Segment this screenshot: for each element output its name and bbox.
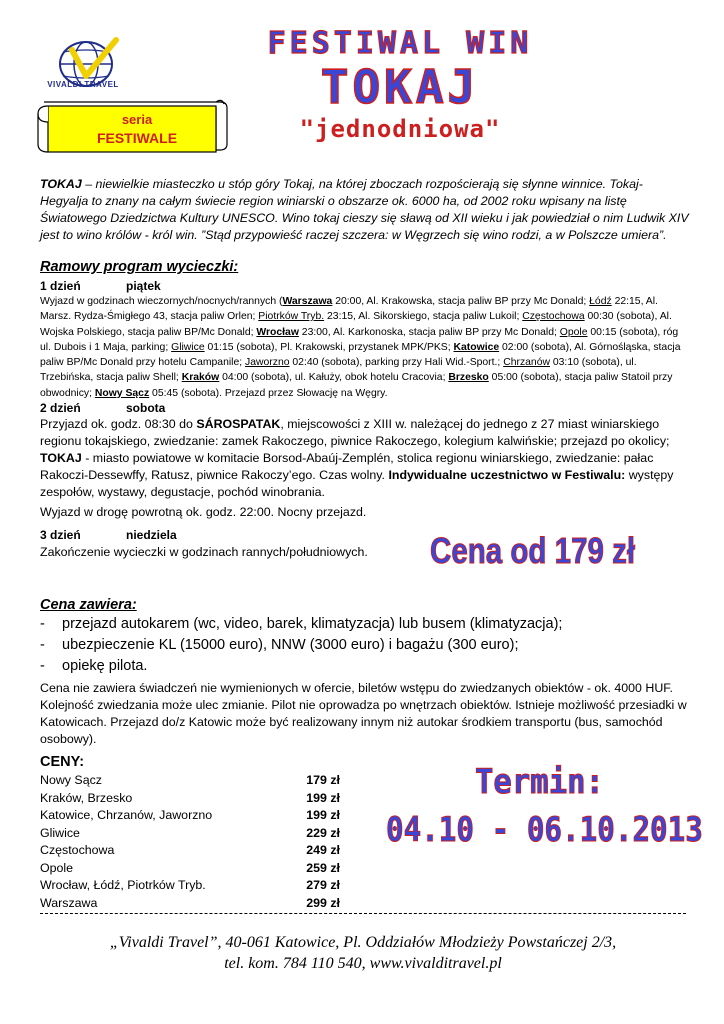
day2-name: sobota [126, 401, 166, 415]
day2-label: 2 dzień [40, 401, 81, 415]
include-pilot: opiekę pilota. [62, 658, 148, 674]
title-tokaj: TOKAJ [320, 60, 480, 114]
includes-heading: Cena zawiera: [40, 597, 137, 613]
price-value: 229 zł [306, 825, 340, 840]
day1-text-part: 02:00 (sobota), Al. Górnośląska, stacja paliw BP/Mc Donald przy hotelu Campanile; [40, 341, 681, 369]
list-item: - opiekę pilota. [40, 656, 660, 677]
footer-address: „Vivaldi Travel”, 40-061 Katowice, Pl. Oddziałów Młodzieży Powstańczej 2/3, [109, 934, 617, 951]
logo-wordmark: VIVALDI TRAVEL [47, 80, 119, 89]
city-chrzanow: Chrzanów [503, 357, 550, 369]
price-value: 249 zł [306, 843, 340, 857]
price-city: Nowy Sącz [40, 773, 102, 787]
day3-text: Zakończenie wycieczki w godzinach rannych/południowych. [40, 545, 368, 559]
price-value: 179 zł [306, 773, 340, 787]
place-sarospatak: SÁROSPATAK [196, 417, 281, 431]
day2-return: Wyjazd w drogę powrotną ok. godz. 22:00. Nocny przejazd. [40, 505, 367, 519]
price-city: Warszawa [40, 895, 98, 910]
title-jednodniowa: "jednodniowa" [299, 115, 501, 143]
day3-label: 3 dzień [40, 528, 81, 542]
exclusions-note: Cena nie zawiera świadczeń nie wymienionych w ofercie, biletów wstępu do zwiedzanych obiektów - ok. 4000 HUF. Kolejność zwiedzania może ulec zmianie. Pilot nie oprowadza po wnętrzach obiektów. Istnieje możliwość przesiadki w Katowicach. Przejazd do/z Katowic może być realizowany innym niż autokar środkiem transportu (bus, samochód osobowy). [40, 681, 687, 746]
price-city: Kraków, Brzesko [40, 790, 133, 805]
city-gliwice: Gliwice [171, 341, 205, 353]
termin-label: Termin: [475, 762, 604, 802]
includes-list [40, 614, 660, 677]
city-czestochowa: Częstochowa [522, 311, 585, 323]
day1-text-part: 22:15, Al. Marsz. Rydza-Śmigłego 43, stacja paliw Orlen; [40, 296, 658, 323]
day2-heading [40, 401, 166, 415]
price-city: Częstochowa [40, 843, 115, 857]
city-nowy-sacz: Nowy Sącz [94, 387, 150, 399]
day1-text-part: 05:00 (sobota), stacja paliw Statoil przy obwodnicy; [40, 372, 673, 399]
city-opole: Opole [559, 326, 588, 338]
day1-text-part: 02:40 (sobota), parking przy Hali Wid.-Sport.; [289, 357, 504, 369]
series-scroll-banner [30, 96, 230, 160]
day1-text-part: 23:00, Al. Karkonoska, stacja paliw BP przy Mc Donald; [298, 326, 560, 338]
day1-text-part: Wyjazd w godzinach wieczornych/nocnych/rannych ( [40, 296, 283, 307]
festival-participation: Indywidualne uczestnictwo w Festiwalu: [388, 468, 626, 482]
prices-heading: CENY: [40, 754, 85, 770]
include-insurance: ubezpieczenie KL (15000 euro), NNW (3000 euro) i bagażu (300 euro); [62, 637, 519, 653]
day1-text [40, 294, 690, 401]
price-row [40, 842, 340, 860]
day2-text [40, 416, 690, 501]
day1-text-part: 20:00, Al. Krakowska, stacja paliw BP przy Mc Donald; [332, 296, 590, 307]
price-row [40, 807, 340, 825]
day1-text-part: 00:30 (sobota), Al. Wojska Polskiego, stacja paliw BP/Mc Donald; [40, 311, 672, 338]
day1-text-part: 03:10 (sobota), ul. Trzebińska, stacja paliw Shell; [40, 357, 637, 384]
day1-heading [40, 279, 161, 293]
place-tokaj: TOKAJ [40, 451, 82, 465]
city-warszawa: Warszawa [282, 296, 333, 307]
day1-name: piątek [126, 279, 161, 293]
day1-text-part: 23:15, Al. Sikorskiego, stacja paliw Lukoil; [324, 311, 523, 323]
termin-dates: 04.10 - 06.10.2013 [386, 810, 703, 850]
price-row [40, 772, 340, 790]
city-brzesko: Brzesko [448, 372, 489, 384]
price-value: 259 zł [306, 860, 340, 875]
price-city: Gliwice [40, 825, 80, 840]
city-jaworzno: Jaworzno [245, 357, 290, 369]
day1-text-part: 04:00 (sobota), ul. Kałuży, obok hotelu Cracovia; [219, 372, 449, 384]
include-transport: przejazd autokarem (wc, video, barek, klimatyzacja) lub busem (klimatyzacja); [62, 616, 563, 632]
day2-text-part: , miejscowości z XIII w. należącej do jednego z 27 miast winiarskiego regionu tokajskiego, zwiedzanie: zamek Rakoczego, piwnice Rakoczego, kolegium kalwińskie; przejazd po okolicy; [40, 417, 670, 448]
day1-text-part: 00:15 (sobota), róg ul. Dubois i 1 Maja, parking; [40, 326, 679, 353]
footer-divider [40, 913, 686, 914]
price-value: 299 zł [306, 895, 340, 910]
series-label: seria [121, 112, 153, 127]
day1-text-part: 05:45 (sobota). Przejazd przez Słowację na Węgry. [149, 387, 388, 399]
day3-name: niedziela [126, 528, 177, 542]
day3-heading [40, 528, 177, 542]
price-value: 199 zł [306, 790, 340, 805]
price-city: Opole [40, 860, 74, 875]
intro-text: – niewielkie miasteczko u stóp góry Tokaj, na której zboczach rozpościerają się słynne winnice. Tokaj-Hegyalja to znany na całym świecie region winiarski o obszarze ok. 6000 ha, od 2002 roku wpisany na listę Światowego Dziedzictwa Kultury UNESCO. Wino tokaj cieszy się sławą od XII wieku i jak powiedział o nim Ludwik XIV jest to wino królów - król win. ”Stąd przypowieść raczej szczera: w Węgrzech się wino rodzi, a w Polszcze umiera”. [40, 177, 689, 242]
price-row [40, 895, 340, 913]
price-row [40, 860, 340, 878]
intro-paragraph [40, 176, 690, 244]
price-city: Katowice, Chrzanów, Jaworzno [40, 808, 213, 822]
day2-text-part: Przyjazd ok. godz. 08:30 do [40, 417, 197, 431]
city-katowice: Katowice [453, 341, 500, 353]
price-city: Wrocław, Łódź, Piotrków Tryb. [40, 878, 206, 892]
city-lodz: Łódź [589, 296, 612, 307]
city-krakow: Kraków [181, 372, 220, 384]
price-row [40, 790, 340, 808]
price-value: 279 zł [306, 878, 340, 892]
intro-lead: TOKAJ [40, 177, 82, 191]
price-banner: Cena od 179 zł [430, 530, 636, 571]
program-heading: Ramowy program wycieczki: [40, 259, 239, 275]
price-value: 199 zł [306, 808, 340, 822]
footer-contact: tel. kom. 784 110 540, www.vivalditravel.pl [224, 955, 502, 972]
city-piotrkow: Piotrków Tryb. [258, 311, 325, 323]
series-name: FESTIWALE [96, 130, 178, 146]
list-item: - przejazd autokarem (wc, video, barek, klimatyzacja) lub busem (klimatyzacja); [40, 614, 660, 635]
city-wroclaw: Wrocław [256, 326, 299, 338]
price-row [40, 877, 340, 895]
list-item: - ubezpieczenie KL (15000 euro), NNW (3000 euro) i bagażu (300 euro); [40, 635, 660, 656]
price-table [40, 772, 340, 912]
day1-text-part: 01:15 (sobota), Pl. Krakowski, przystanek MPK/PKS; [204, 341, 454, 353]
day2-text-part: - miasto powiatowe w komitacie Borsod-Abaúj-Zemplén, stolica regionu winiarskiego, zwiedzanie: pałac Rakoczi-Dessewffy, Ratusz, piwnice Rakoczy’ego. Czas wolny. [40, 451, 654, 482]
price-row [40, 825, 340, 843]
title-festiwal-win: FESTIWAL WIN [267, 26, 533, 61]
day2-text-part: występy zespołów, wystawy, degustacje, pochód winobrania. [40, 468, 674, 499]
day1-label: 1 dzień [40, 279, 81, 293]
